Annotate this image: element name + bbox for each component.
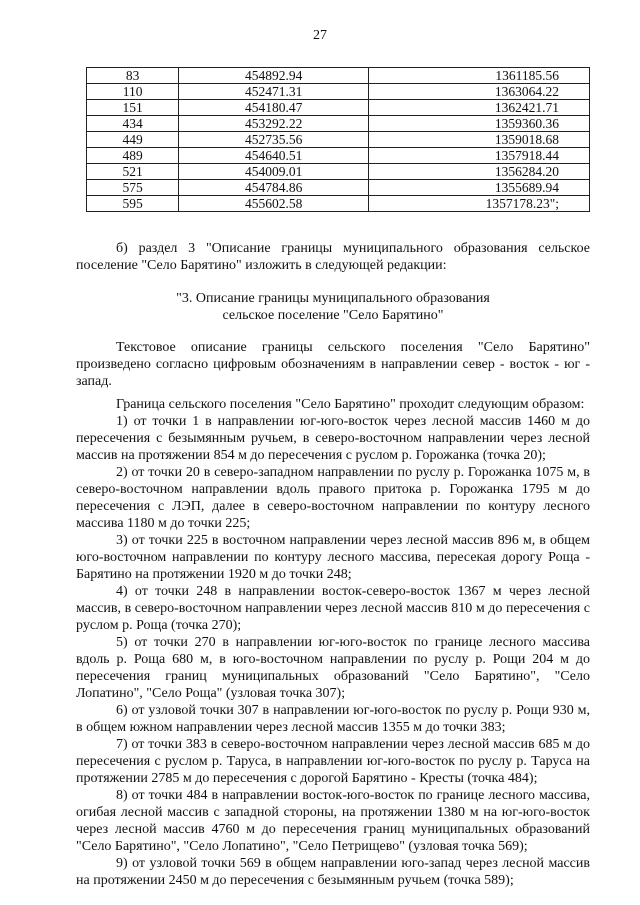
intro-paragraph: б) раздел 3 "Описание границы муниципального образования сельское поселение "Село Барятино" изложить в следующей редакции: xyxy=(76,241,590,273)
y-coordinate-cell: 1361185.56 xyxy=(369,68,590,84)
y-coordinate-cell: 1357918.44 xyxy=(369,148,590,164)
x-coordinate-cell: 454784.86 xyxy=(179,180,369,196)
x-coordinate-cell: 454009.01 xyxy=(179,164,369,180)
point-number-cell: 595 xyxy=(87,196,179,212)
x-coordinate-cell: 455602.58 xyxy=(179,196,369,212)
point-number-cell: 575 xyxy=(87,180,179,196)
y-coordinate-cell: 1359360.36 xyxy=(369,116,590,132)
table-row xyxy=(87,100,590,116)
page-number: 27 xyxy=(313,28,327,43)
table-row xyxy=(87,132,590,148)
y-coordinate-cell: 1363064.22 xyxy=(369,84,590,100)
y-coordinate-cell: 1359018.68 xyxy=(369,132,590,148)
point-number-cell: 521 xyxy=(87,164,179,180)
paragraph: 8) от точки 484 в направлении восток-юго-восток по границе лесного массива, огибая лесной массив с западной стороны, на протяжении 1380 м на юг-юго-восток через лесной массив 4760 м до пересечения границ муниципальных образований "Село Барятино", "Село Лопатино", "Село Петрищево" (узловая точка 569); xyxy=(76,788,590,854)
point-number-cell: 151 xyxy=(87,100,179,116)
boundary-description xyxy=(76,339,590,889)
heading-line-1: "3. Описание границы муниципального образования xyxy=(176,291,490,306)
y-coordinate-cell: 1356284.20 xyxy=(369,164,590,180)
point-number-cell: 110 xyxy=(87,84,179,100)
table-row xyxy=(87,116,590,132)
x-coordinate-cell: 454180.47 xyxy=(179,100,369,116)
table-row xyxy=(87,180,590,196)
point-number-cell: 449 xyxy=(87,132,179,148)
section-heading xyxy=(76,290,590,324)
paragraph: 1) от точки 1 в направлении юг-юго-восток через лесной массив 1460 м до пересечения с безымянным ручьем, в северо-восточном направлении через лесной массив на протяжении 854 м до пересечения с руслом р. Горожанка (точка 20); xyxy=(76,414,590,463)
table-row xyxy=(87,196,590,212)
x-coordinate-cell: 453292.22 xyxy=(179,116,369,132)
paragraph: 5) от точки 270 в направлении юг-юго-восток по границе лесного массива вдоль р. Роща 680 м, в юго-восточном направлении по руслу р. Рощи 204 м до пересечения границ муниципальных образований "Село Барятино", "Село Лопатино", "Село Роща" (узловая точка 307); xyxy=(76,635,590,701)
paragraph: Граница сельского поселения "Село Барятино" проходит следующим образом: xyxy=(116,397,585,412)
y-coordinate-cell: 1357178.23"; xyxy=(369,196,590,212)
paragraph: 4) от точки 248 в направлении восток-северо-восток 1367 м через лесной массив, в северо-восточном направлении через лесной массив 810 м до пересечения с руслом р. Роща (точка 270); xyxy=(76,584,590,633)
coordinates-table xyxy=(86,67,590,212)
table-row xyxy=(87,164,590,180)
table-row xyxy=(87,84,590,100)
point-number-cell: 83 xyxy=(87,68,179,84)
y-coordinate-cell: 1362421.71 xyxy=(369,100,590,116)
table-row xyxy=(87,68,590,84)
point-number-cell: 434 xyxy=(87,116,179,132)
paragraph: 6) от узловой точки 307 в направлении юг-юго-восток по руслу р. Рощи 930 м, в общем южном направлении через лесной массив 1355 м до точки 383; xyxy=(76,703,590,735)
x-coordinate-cell: 454640.51 xyxy=(179,148,369,164)
table-row xyxy=(87,148,590,164)
amendment-intro xyxy=(76,240,590,274)
paragraph: 2) от точки 20 в северо-западном направлении по руслу р. Горожанка 1075 м, в северо-восточном направлении вдоль правого притока р. Горожанка 1795 м до пересечения с ЛЭП, далее в северо-восточном направлении по контуру лесного массива 1180 м до точки 225; xyxy=(76,465,590,531)
point-number-cell: 489 xyxy=(87,148,179,164)
x-coordinate-cell: 454892.94 xyxy=(179,68,369,84)
x-coordinate-cell: 452735.56 xyxy=(179,132,369,148)
paragraph: Текстовое описание границы сельского поселения "Село Барятино" произведено согласно цифровым обозначениям в направлении север - восток - юг - запад. xyxy=(76,340,590,389)
y-coordinate-cell: 1355689.94 xyxy=(369,180,590,196)
paragraph: 9) от узловой точки 569 в общем направлении юго-запад через лесной массив на протяжении 2450 м до пересечения с безымянным ручьем (точка 589); xyxy=(76,856,590,888)
paragraph: 3) от точки 225 в восточном направлении через лесной массив 896 м, в общем юго-восточном направлении по контуру лесного массива, пересекая дорогу Роща - Барятино на протяжении 1920 м до точки 248; xyxy=(76,533,590,582)
x-coordinate-cell: 452471.31 xyxy=(179,84,369,100)
heading-line-2: сельское поселение "Село Барятино" xyxy=(222,308,444,323)
paragraph: 7) от точки 383 в северо-восточном направлении через лесной массив 685 м до пересечения с руслом р. Таруса, в направлении юг-юго-восток по руслу р. Таруса на протяжении 2785 м до пересечения с дорогой Барятино - Кресты (точка 484); xyxy=(76,737,590,786)
